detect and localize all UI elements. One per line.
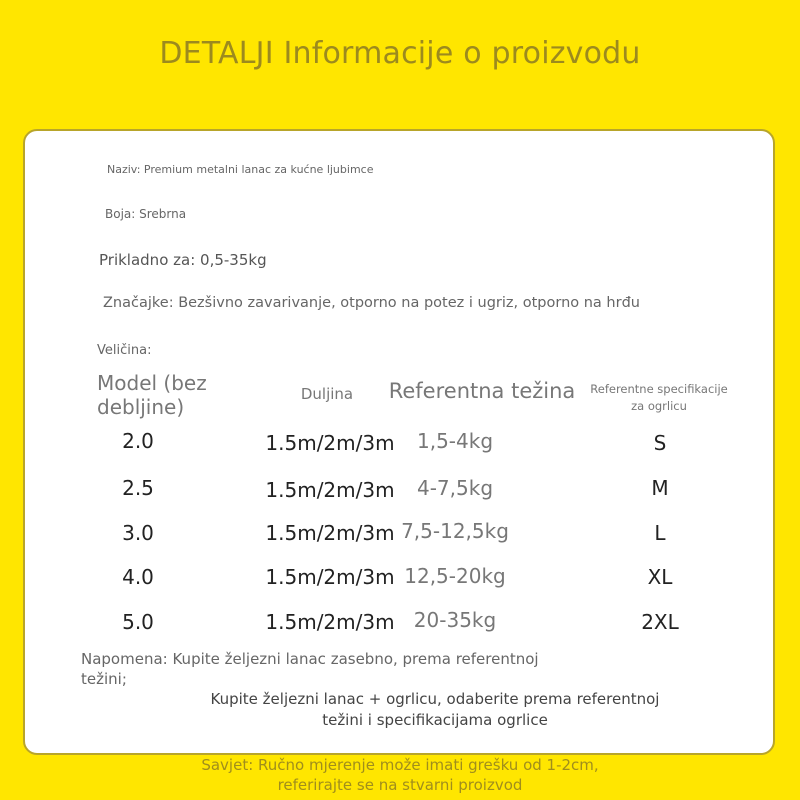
purchase-note: Napomena: Kupite željezni lanac zasebno, prema referentnoj težini; xyxy=(81,650,539,688)
suitable-for: Prikladno za: 0,5-35kg xyxy=(99,251,267,269)
row-weight: 4-7,5kg xyxy=(416,476,494,500)
row-weight: 20-35kg xyxy=(413,608,497,632)
row-length: 1.5m/2m/3m xyxy=(265,610,395,634)
page-title: DETALJI Informacije o proizvodu xyxy=(159,36,641,71)
row-model: 2.5 xyxy=(122,476,154,500)
header-model: Model (bez debljine) xyxy=(97,371,207,419)
header-length: Duljina xyxy=(300,385,354,403)
row-size: S xyxy=(653,431,667,455)
row-length: 1.5m/2m/3m xyxy=(265,431,395,455)
row-weight: 1,5-4kg xyxy=(416,429,494,453)
header-weight: Referentna težina xyxy=(388,379,576,403)
row-size: XL xyxy=(647,565,673,589)
measurement-tip: Savjet: Ručno mjerenje može imati grešku od 1-2cm, referirajte se na stvarni proizvod xyxy=(201,756,599,794)
row-weight: 12,5-20kg xyxy=(404,564,506,588)
row-model: 4.0 xyxy=(122,565,154,589)
size-label: Veličina: xyxy=(97,343,152,358)
row-model: 3.0 xyxy=(122,521,154,545)
row-length: 1.5m/2m/3m xyxy=(265,478,395,502)
product-info-card xyxy=(23,129,775,755)
row-size: L xyxy=(654,521,666,545)
row-length: 1.5m/2m/3m xyxy=(265,565,395,589)
row-model: 2.0 xyxy=(122,429,154,453)
product-color: Boja: Srebrna xyxy=(105,207,187,221)
row-size: M xyxy=(651,476,669,500)
row-length: 1.5m/2m/3m xyxy=(265,521,395,545)
row-model: 5.0 xyxy=(122,610,154,634)
header-collar-spec: Referentne specifikacije za ogrlicu xyxy=(590,382,728,413)
row-weight: 7,5-12,5kg xyxy=(401,519,509,543)
row-size: 2XL xyxy=(641,610,679,634)
product-features: Značajke: Bezšivno zavarivanje, otporno na potez i ugriz, otporno na hrđu xyxy=(103,295,640,311)
product-name: Naziv: Premium metalni lanac za kućne ljubimce xyxy=(107,163,374,176)
collar-note: Kupite željezni lanac + ogrlicu, odaberite prema referentnoj težini i specifikacijama ogrlice xyxy=(210,690,660,729)
